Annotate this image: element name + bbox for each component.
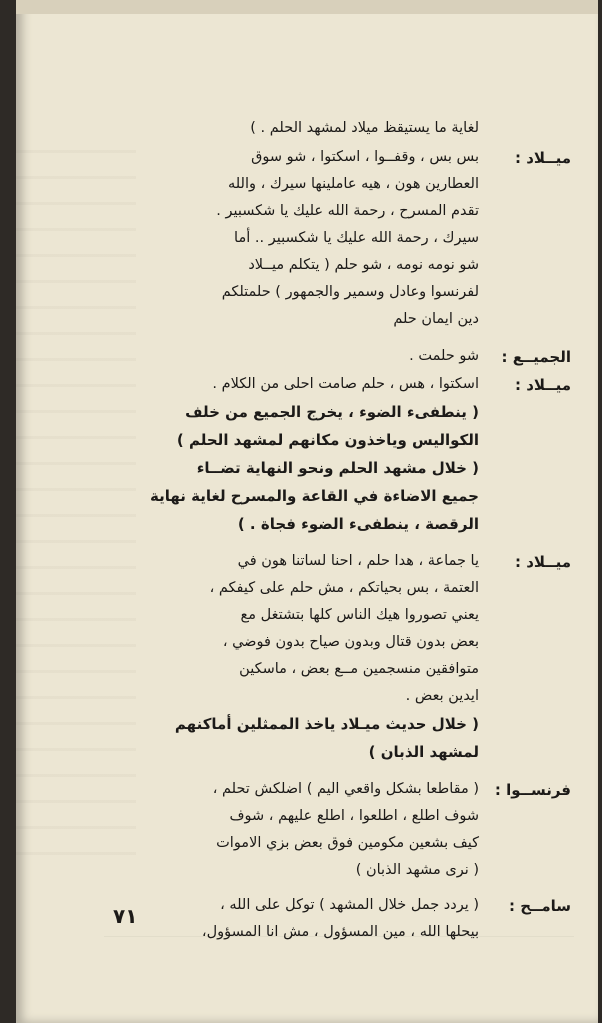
play-script [101, 115, 571, 946]
dialogue-line: يعني تصوروا هيك الناس كلها بتشتغل مع [240, 607, 479, 623]
speaker-name: ميــلاد : [515, 149, 571, 167]
dialogue-line: لفرنسوا وعادل وسمير والجمهور ) حلمتلكم [221, 284, 479, 300]
dialogue-line: اسكتوا ، هس ، حلم صامت احلى من الكلام . [212, 376, 479, 392]
dialogue-entry [101, 144, 571, 333]
stage-direction: ( ينطفىء الضوء ، يخرج الجميع من خلف [185, 403, 479, 421]
dialogue-line: ( نرى مشهد الذبان ) [355, 862, 479, 878]
dialogue-line: ( يردد جمل خلال المشهد ) توكل على الله ، [220, 897, 479, 913]
speaker-name: ميــلاد : [515, 553, 571, 571]
dialogue-body [101, 548, 479, 766]
stage-direction: الكواليس وياخذون مكانهم لمشهد الحلم ) [176, 431, 479, 449]
dialogue-line: بعض بدون قتال وبدون صياح بدون فوضي ، [222, 634, 479, 650]
stage-direction: ( خلال حديث ميـلاد ياخذ الممثلين أماكنهم [174, 715, 479, 733]
dialogue-line: شو حلمت . [409, 348, 479, 364]
stage-direction: الرقصة ، ينطفىء الضوء فجاة . ) [237, 515, 479, 533]
dialogue-line: يا جماعة ، هدا حلم ، احنا لساتنا هون في [237, 553, 479, 569]
dialogue-line: شو نومه نومه ، شو حلم ( يتكلم ميــلاد [248, 257, 479, 273]
dialogue-line: تقدم المسرح ، رحمة الله عليك يا شكسبير . [216, 203, 479, 219]
book-page [16, 0, 598, 1023]
dialogue-entry [101, 343, 571, 371]
dialogue-line: سيرك ، رحمة الله عليك يا شكسبير .. أما [234, 230, 479, 246]
continuation-block [101, 115, 571, 142]
dialogue-entry [101, 776, 571, 884]
dialogue-body [101, 776, 479, 884]
page-number: ٧١ [113, 904, 138, 928]
dialogue-body [101, 115, 479, 142]
speaker-name: فرنســوا : [494, 781, 571, 799]
dialogue-line: العطارين هون ، هيه عاملينها سيرك ، والله [227, 176, 479, 192]
dialogue-line: بس بس ، وقفــوا ، اسكتوا ، شو سوق [251, 149, 479, 165]
stage-direction: لمشهد الذبان ) [368, 743, 479, 761]
stage-direction: ( خلال مشهد الحلم ونحو النهاية تضــاء [196, 459, 479, 477]
dialogue-line: كيف بشعين مكومين فوق بعض بزي الاموات [216, 835, 479, 851]
dialogue-entry [101, 371, 571, 538]
dialogue-entry [101, 548, 571, 766]
divider [104, 936, 574, 937]
dialogue-line: متوافقين منسجمين مــع بعض ، ماسكين [239, 661, 479, 677]
scan-top-edge [16, 0, 598, 14]
speaker-name: سامــح : [509, 897, 571, 915]
speaker-name: ميــلاد : [515, 376, 571, 394]
dialogue-line: بيحلها الله ، مين المسؤول ، مش انا المسؤول، [201, 924, 479, 940]
stage-direction: جميع الاضاءة في القاعة والمسرح لغاية نهاية [150, 487, 479, 505]
dialogue-line: دين ايمان حلم [393, 311, 479, 327]
dialogue-entry [101, 892, 571, 946]
dialogue-body [101, 343, 479, 370]
dialogue-line: شوف اطلع ، اطلعوا ، اطلع عليهم ، شوف [229, 808, 479, 824]
dialogue-body [101, 892, 479, 946]
speaker-name: الجميــع : [501, 348, 571, 366]
dialogue-body [101, 144, 479, 333]
dialogue-line: ( مقاطعا بشكل واقعي اليم ) اضلكش تحلم ، [212, 781, 479, 797]
dialogue-body [101, 371, 479, 538]
dialogue-line: ايدين بعض . [405, 688, 479, 704]
dialogue-line: العتمة ، بس بحياتكم ، مش حلم على كيفكم ، [209, 580, 479, 596]
dialogue-line: لغاية ما يستيقظ ميلاد لمشهد الحلم . ) [250, 120, 479, 136]
